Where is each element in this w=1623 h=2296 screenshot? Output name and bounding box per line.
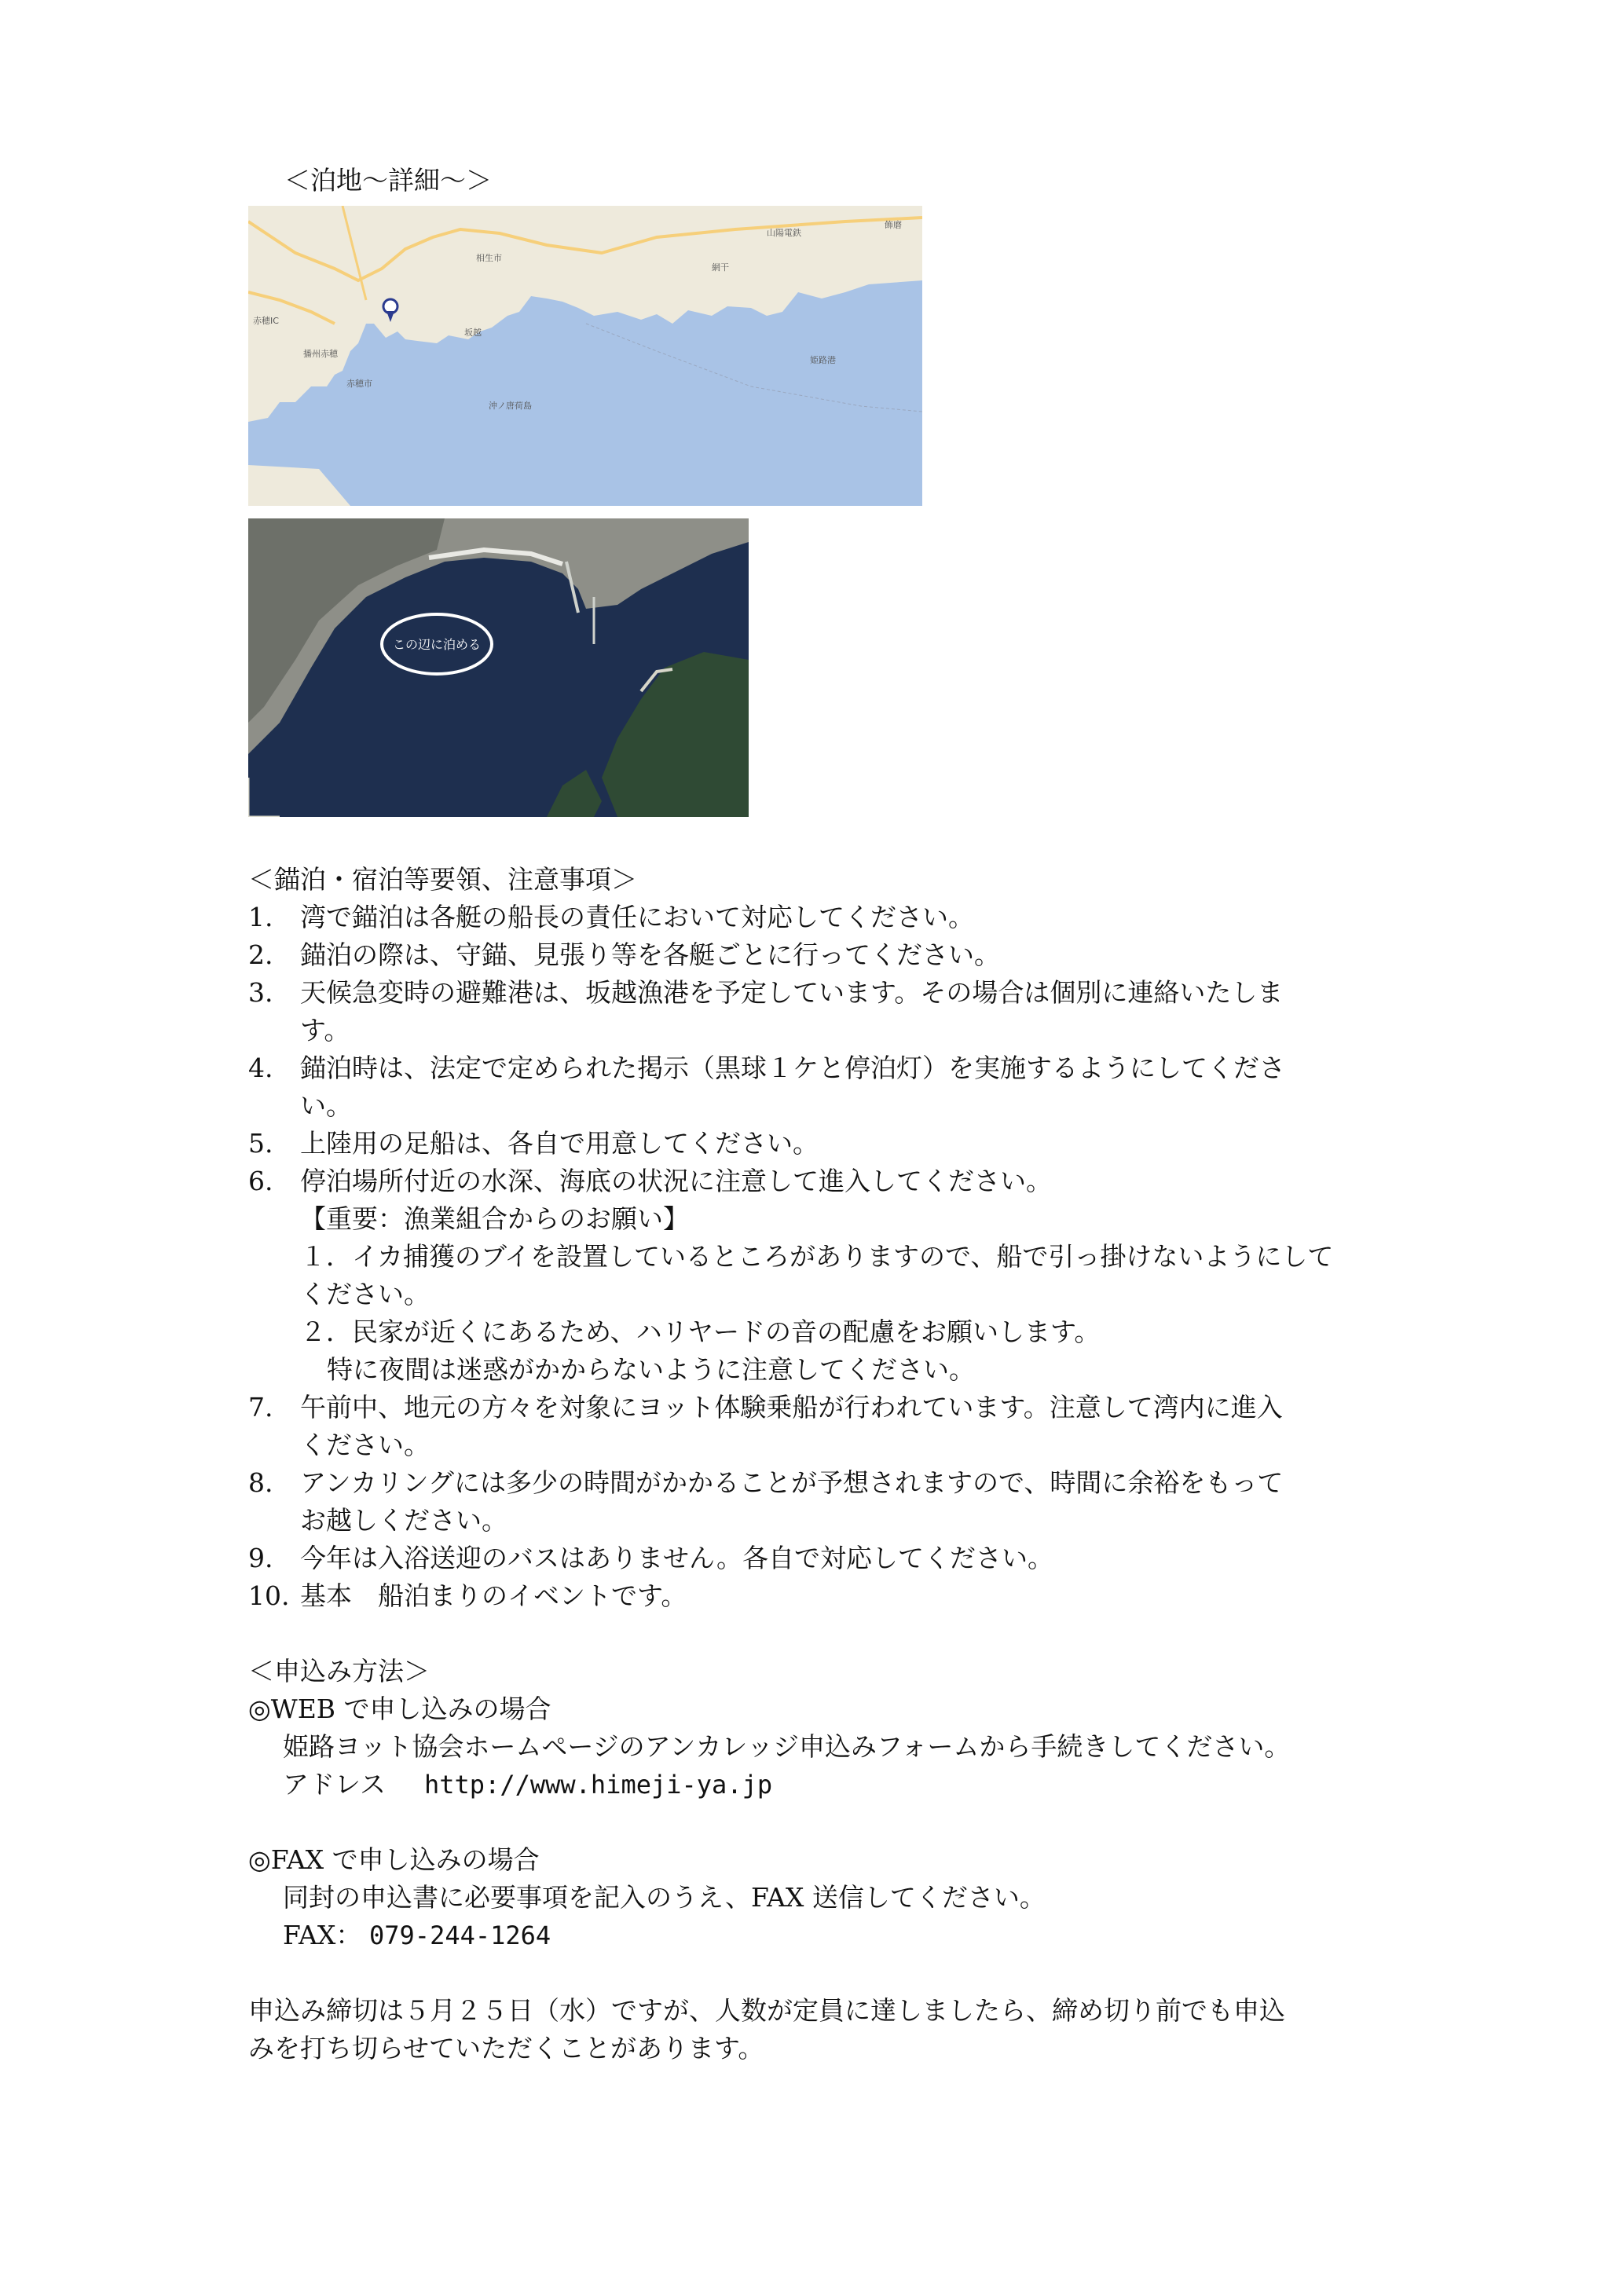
- item-2-num: 2.: [248, 939, 273, 970]
- item-6-num: 6.: [248, 1166, 273, 1196]
- item-3-num: 3.: [248, 977, 273, 1008]
- item-1-text: 湾で錨泊は各艇の船長の責任において対応してください。: [300, 902, 974, 932]
- item-4-num: 4.: [248, 1053, 273, 1083]
- map-label-5: 播州赤穂: [303, 349, 338, 359]
- item-7-text-line2: ください。: [300, 1430, 430, 1460]
- item-4-text-line2: い。: [300, 1090, 352, 1121]
- fax-number: 079-244-1264: [369, 1921, 551, 1950]
- important-item1-line2: ください。: [300, 1279, 430, 1309]
- item-8-text-line1: アンカリングには多少の時間がかかることが予想されますので、時間に余裕をもって: [300, 1467, 1284, 1498]
- area-map: [248, 206, 922, 506]
- item-4-text-line1: 錨泊時は、法定で定められた掲示（黒球１ケと停泊灯）を実施するようにしてくださ: [300, 1053, 1285, 1083]
- map-label-2: 飾磨: [885, 220, 902, 230]
- item-10-num: 10.: [248, 1580, 290, 1611]
- map-label-9: 網干: [712, 262, 729, 273]
- web-address-label: アドレス: [283, 1769, 387, 1800]
- item-9-text: 今年は入浴送迎のバスはありません。各自で対応してください。: [300, 1543, 1053, 1573]
- web-apply-text: 姫路ヨット協会ホームページのアンカレッジ申込みフォームから手続きしてください。: [283, 1731, 1291, 1762]
- item-5-text: 上陸用の足船は、各自で用意してください。: [300, 1128, 819, 1159]
- fax-apply-title: ◎FAX で申し込みの場合: [248, 1844, 540, 1875]
- item-2-text: 錨泊の際は、守錨、見張り等を各艇ごとに行ってください。: [300, 939, 1000, 970]
- item-6-text: 停泊場所付近の水深、海底の状況に注意して進入してください。: [300, 1166, 1052, 1196]
- item-1-num: 1.: [248, 902, 273, 932]
- aerial-photo: [248, 518, 749, 817]
- berth-section-title: ＜泊地〜詳細〜＞: [284, 165, 492, 196]
- item-8-text-line2: お越しください。: [300, 1505, 507, 1536]
- map-label-6: 赤穂市: [346, 379, 372, 389]
- item-9-num: 9.: [248, 1543, 273, 1573]
- important-title: 【重要：漁業組合からのお願い】: [300, 1203, 689, 1234]
- important-item2-line1: ２．民家が近くにあるため、ハリヤードの音の配慮をお願いします。: [300, 1316, 1101, 1347]
- fax-label: FAX：: [283, 1920, 362, 1950]
- item-7-text-line1: 午前中、地元の方々を対象にヨット体験乗船が行われています。注意して湾内に進入: [300, 1392, 1283, 1423]
- item-10-text: 基本 船泊まりのイベントです。: [300, 1580, 687, 1611]
- deadline-line2: みを打ち切らせていただくことがあります。: [248, 2033, 764, 2063]
- item-3-text-line1: 天候急変時の避難港は、坂越漁港を予定しています。その場合は個別に連絡いたしま: [300, 977, 1284, 1008]
- map-label-1: 山陽電鉄: [767, 228, 801, 238]
- map-label-8: 沖ノ唐荷島: [489, 401, 532, 411]
- berth-circle-label: この辺に泊める: [392, 637, 482, 652]
- web-address-link[interactable]: http://www.himeji-ya.jp: [424, 1770, 773, 1800]
- important-item2-line2: 特に夜間は迷惑がかからないように注意してください。: [327, 1354, 975, 1385]
- important-item1-line1: １．イカ捕獲のブイを設置しているところがありますので、船で引っ掛けないようにして: [300, 1241, 1334, 1272]
- item-7-num: 7.: [248, 1392, 273, 1423]
- deadline-line1: 申込み締切は５月２５日（水）ですが、人数が定員に達しましたら、締め切り前でも申込: [248, 1995, 1285, 2026]
- map-label-7: 坂越: [464, 328, 482, 338]
- map-label-4: 赤穂IC: [253, 316, 279, 326]
- anchor-section-title: ＜錨泊・宿泊等要領、注意事項＞: [248, 864, 637, 895]
- item-5-num: 5.: [248, 1128, 273, 1159]
- item-8-num: 8.: [248, 1467, 273, 1498]
- item-3-text-line2: す。: [300, 1015, 350, 1045]
- map-label-10: 姫路港: [810, 355, 836, 365]
- map-label-3: 相生市: [476, 253, 502, 263]
- web-apply-title: ◎WEB で申し込みの場合: [248, 1694, 551, 1724]
- apply-section-title: ＜申込み方法＞: [248, 1656, 430, 1686]
- fax-apply-text: 同封の申込書に必要事項を記入のうえ、FAX 送信してください。: [283, 1882, 1046, 1913]
